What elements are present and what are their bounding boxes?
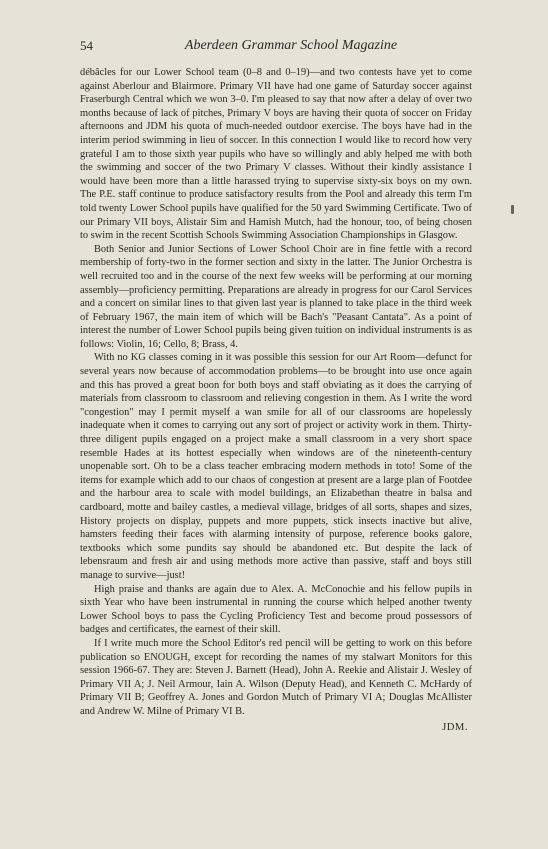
paragraph-monitors: If I write much more the School Editor's red pencil will be getting to work on this before publication so ENOUGH, except for recording the names of my stalwart Monitors for this session 1966-67. They are: Steven J. Barnett (Head), John A. Reekie and Alistair J. Wesley of Primary VII A; J. Neil Armour, Iain A. Wilson (Deputy Head), and Kenneth C. McHardy of Primary VII B; Geoffrey A. Jones and Gordon Mutch of Primary VI A; Douglas McAllister and Andrew W. Milne of Primary VI B. [80,637,472,717]
article-body [80,66,472,734]
paragraph-sports: débâcles for our Lower School team (0–8 and 0–19)—and two contests have yet to come against Aberlour and Blairmore. Primary VII have had one game of Saturday soccer against Fraserburgh Central which we won 3–0. I'm pleased to say that now after a delay of over two months because of lack of pitches, Primary V boys are having their quota of soccer on Friday afternoons and JDM his quota of much-needed outdoor exercise. The boys have had in the interim period swimming in lieu of soccer. In this connection I would like to record how very grateful I am to those sixth year pupils who have so willingly and ably helped me with both the swimming and soccer of the two Primary V classes. Without their kindly assistance I would have been more than a little harassed trying to supervise sixty-six boys on my own. The P.E. staff continue to produce satisfactory results from the Pool and already this term I'm told twenty Lower School pupils have qualified for the 50 yard Swimming Certificate. Two of our Primary VII boys, Alistair Sim and Hamish Mutch, had the honour, too, of being chosen to swim in the recent Scottish Schools Swimming Association Championships in Glasgow. [80,67,472,242]
page-number: 54 [80,38,93,53]
paragraph-art-room: With no KG classes coming in it was possible this session for our Art Room—defunct for several years now because of accommodation problems—to be brought into use once again and this has proved a great boon for both boys and staff obviating as it does the carrying of materials from classroom to classroom and relieving congestion in them. As I write the word "congestion" may I permit myself a wan smile for all of our classrooms are hopelessly inadequate when it comes to carrying out any sort of project or activity work in them. Thirty-three diligent pupils engaged on a project make a small classroom in a very short space resemble Hades at its hottest especially when windows are of the nineteenth-century unopenable sort. Oh to be a class teacher embracing modern methods in toto! Some of the items for example which add to our chaos of congestion at present are a large plan of Footdee and the harbour area to scale with model buildings, an Elizabethan theatre in balsa and cardboard, motte and bailey castles, a medieval village, bridges of all sorts, shapes and sizes, History projects on display, puppets and more puppets, stick insects inactive but alive, hamsters feeding their faces with alarming intensity of purpose, reference books galore, textbooks which some pundits say should be abandoned etc. But despite the lack of lebensraum and fresh air and using methods more active than passive, staff and boys still manage to survive—just! [80,352,472,581]
paragraph-music: Both Senior and Junior Sections of Lower School Choir are in fine fettle with a record membership of forty-two in the former section and sixty in the latter. The Junior Orchestra is well recruited too and in the course of the next few weeks will be performing at our morning assembly—proficiency permitting. Preparations are already in progress for our Carol Services and a concert on similar lines to that given last year is planned to take place in the third week of February 1967, the main item of which will be Bach's "Peasant Cantata". As a point of interest the number of Lower School pupils being given tuition on individual instruments is as follows: Violin, 16; Cello, 8; Brass, 4. [80,243,472,350]
margin-mark [511,205,514,214]
running-title: Aberdeen Grammar School Magazine [184,38,398,53]
author-signature: JDM. [442,721,468,733]
page-header [80,38,470,58]
paragraph-cycling: High praise and thanks are again due to Alex. A. McConochie and his fellow pupils in sixth Year who have been instrumental in running the course which helped another twenty Lower School boys to pass the Cycling Proficiency Test and become proud possessors of badges and certificates, the earnest of their skill. [80,583,472,636]
